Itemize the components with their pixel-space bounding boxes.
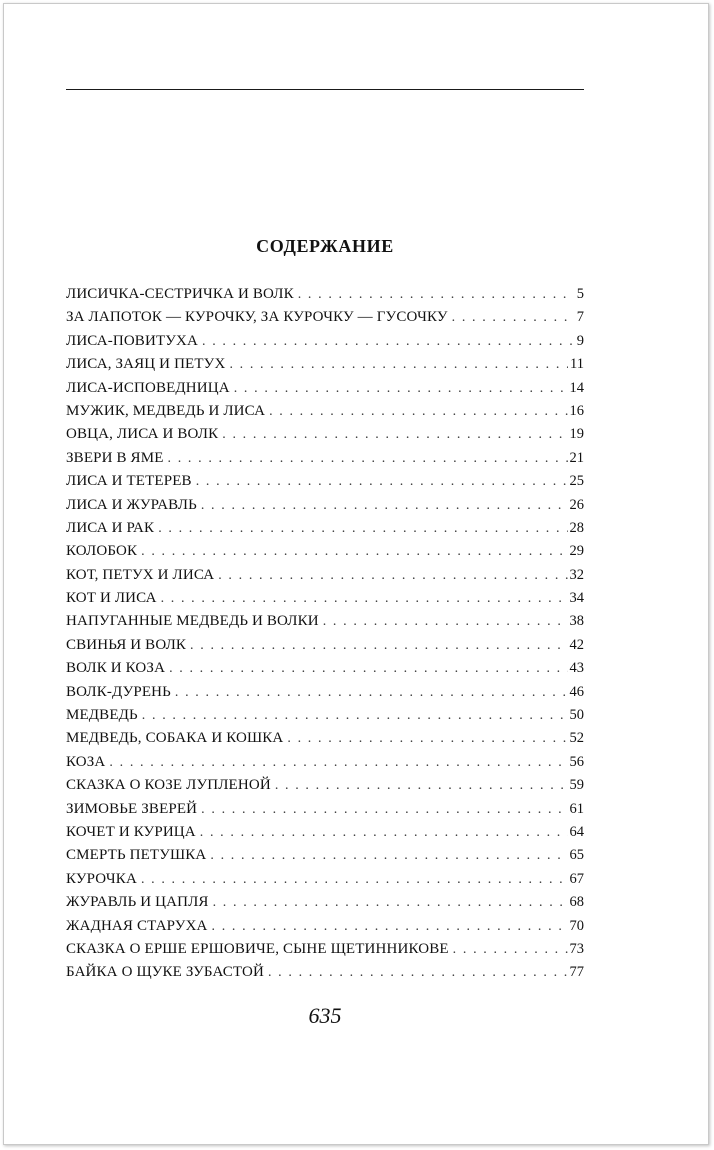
- toc-entry-page: 65: [569, 847, 584, 864]
- toc-entry[interactable]: [66, 306, 584, 329]
- toc-dot-leader: [298, 283, 572, 306]
- toc-entry[interactable]: [66, 891, 584, 914]
- toc-entry-page: 73: [569, 940, 584, 957]
- toc-entry[interactable]: [66, 634, 584, 657]
- toc-entry-title: СМЕРТЬ ПЕТУШКА: [66, 847, 207, 864]
- toc-entry-page: 50: [569, 707, 584, 724]
- toc-entry-page: 9: [576, 332, 584, 349]
- toc-entry-title: МЕДВЕДЬ, СОБАКА И КОШКА: [66, 730, 284, 747]
- toc-entry-page: 28: [569, 519, 584, 536]
- toc-entry-page: 16: [569, 402, 584, 419]
- toc-entry[interactable]: [66, 564, 584, 587]
- toc-entry-title: ОВЦА, ЛИСА И ВОЛК: [66, 426, 219, 443]
- toc-entry-title: КУРОЧКА: [66, 870, 137, 887]
- toc-entry-page: 21: [569, 449, 584, 466]
- toc-entry-page: 77: [569, 964, 584, 981]
- toc-entry[interactable]: [66, 587, 584, 610]
- toc-entry[interactable]: [66, 657, 584, 680]
- toc-entry[interactable]: [66, 704, 584, 727]
- toc-dot-leader: [210, 844, 567, 867]
- toc-entry-title: КОТ И ЛИСА: [66, 590, 157, 607]
- toc-dot-leader: [202, 330, 572, 353]
- toc-entry-page: 43: [569, 660, 584, 677]
- toc-entry-title: ЛИСА-ПОВИТУХА: [66, 332, 198, 349]
- toc-entry[interactable]: [66, 494, 584, 517]
- toc-entry-title: ЛИСА-ИСПОВЕДНИЦА: [66, 379, 230, 396]
- toc-entry-title: МЕДВЕДЬ: [66, 707, 138, 724]
- toc-entry[interactable]: [66, 400, 584, 423]
- toc-entry-title: ЗВЕРИ В ЯМЕ: [66, 449, 164, 466]
- toc-entry-title: СКАЗКА О КОЗЕ ЛУПЛЕНОЙ: [66, 777, 271, 794]
- toc-entry-title: ВОЛК И КОЗА: [66, 660, 166, 677]
- toc-dot-leader: [201, 798, 567, 821]
- toc-dot-leader: [323, 610, 568, 633]
- toc-entry-page: 56: [569, 753, 584, 770]
- toc-entry[interactable]: [66, 868, 584, 891]
- toc-entry[interactable]: [66, 961, 584, 984]
- toc-dot-leader: [234, 377, 568, 400]
- toc-dot-leader: [175, 681, 568, 704]
- toc-dot-leader: [275, 774, 568, 797]
- toc-entry-title: ЛИСА И ТЕТЕРЕВ: [66, 473, 192, 490]
- toc-entry-title: ЖУРАВЛЬ И ЦАПЛЯ: [66, 894, 209, 911]
- toc-entry-page: 46: [569, 683, 584, 700]
- toc-entry[interactable]: [66, 938, 584, 961]
- toc-entry[interactable]: [66, 423, 584, 446]
- toc-entry-title: КОЗА: [66, 753, 106, 770]
- toc-entry-title: КОТ, ПЕТУХ И ЛИСА: [66, 566, 215, 583]
- toc-entry-page: 52: [569, 730, 584, 747]
- toc-entry-page: 11: [570, 356, 584, 373]
- toc-dot-leader: [269, 400, 567, 423]
- toc-dot-leader: [229, 353, 568, 376]
- toc-entry-page: 29: [569, 543, 584, 560]
- toc-entry[interactable]: [66, 844, 584, 867]
- toc-dot-leader: [196, 470, 568, 493]
- toc-list: [66, 283, 584, 985]
- toc-entry-page: 32: [569, 566, 584, 583]
- toc-dot-leader: [200, 821, 568, 844]
- header-rule: [66, 89, 584, 90]
- toc-dot-leader: [452, 306, 572, 329]
- toc-entry[interactable]: [66, 727, 584, 750]
- toc-entry[interactable]: [66, 751, 584, 774]
- toc-entry-page: 26: [569, 496, 584, 513]
- toc-entry-title: КОЧЕТ И КУРИЦА: [66, 823, 196, 840]
- toc-entry-title: БАЙКА О ЩУКЕ ЗУБАСТОЙ: [66, 964, 264, 981]
- toc-entry-page: 7: [576, 309, 584, 326]
- toc-dot-leader: [141, 540, 567, 563]
- toc-entry[interactable]: [66, 821, 584, 844]
- toc-entry-page: 25: [569, 473, 584, 490]
- toc-dot-leader: [168, 447, 568, 470]
- toc-entry[interactable]: [66, 610, 584, 633]
- toc-entry-title: КОЛОБОК: [66, 543, 138, 560]
- toc-entry[interactable]: [66, 330, 584, 353]
- toc-dot-leader: [287, 727, 567, 750]
- toc-dot-leader: [142, 704, 568, 727]
- toc-entry-title: МУЖИК, МЕДВЕДЬ И ЛИСА: [66, 402, 266, 419]
- toc-entry[interactable]: [66, 774, 584, 797]
- toc-entry[interactable]: [66, 353, 584, 376]
- toc-entry-title: СВИНЬЯ И ВОЛК: [66, 636, 187, 653]
- toc-entry-title: ЖАДНАЯ СТАРУХА: [66, 917, 208, 934]
- toc-entry[interactable]: [66, 377, 584, 400]
- toc-entry-title: ЛИСА И ЖУРАВЛЬ: [66, 496, 197, 513]
- toc-dot-leader: [109, 751, 567, 774]
- toc-entry-page: 68: [569, 894, 584, 911]
- toc-entry-page: 5: [576, 286, 584, 302]
- toc-entry[interactable]: [66, 798, 584, 821]
- toc-entry-page: 34: [569, 590, 584, 607]
- toc-entry-page: 59: [569, 777, 584, 794]
- toc-entry[interactable]: [66, 283, 584, 306]
- toc-dot-leader: [222, 423, 567, 446]
- toc-entry-title: ЛИСИЧКА-СЕСТРИЧКА И ВОЛК: [66, 286, 294, 302]
- toc-entry-page: 67: [569, 870, 584, 887]
- toc-entry-page: 42: [569, 636, 584, 653]
- toc-dot-leader: [161, 587, 568, 610]
- toc-entry-title: ЛИСА И РАК: [66, 519, 155, 536]
- toc-dot-leader: [158, 517, 567, 540]
- toc-dot-leader: [201, 494, 568, 517]
- page-number: 635: [308, 1003, 342, 1028]
- toc-dot-leader: [213, 891, 568, 914]
- toc-entry[interactable]: [66, 540, 584, 563]
- toc-entry-page: 19: [569, 426, 584, 443]
- toc-entry-page: 61: [569, 800, 584, 817]
- toc-dot-leader: [190, 634, 567, 657]
- toc-entry-title: НАПУГАННЫЕ МЕДВЕДЬ И ВОЛКИ: [66, 613, 319, 630]
- toc-entry-page: 38: [569, 613, 584, 630]
- toc-entry-title: СКАЗКА О ЕРШЕ ЕРШОВИЧЕ, СЫНЕ ЩЕТИННИКОВЕ: [66, 940, 449, 957]
- toc-entry-title: ВОЛК-ДУРЕНЬ: [66, 683, 171, 700]
- toc-entry-title: ЛИСА, ЗАЯЦ И ПЕТУХ: [66, 356, 226, 373]
- toc-dot-leader: [453, 938, 568, 961]
- toc-entry[interactable]: [66, 470, 584, 493]
- toc-dot-leader: [169, 657, 567, 680]
- toc-entry[interactable]: [66, 681, 584, 704]
- toc-entry[interactable]: [66, 915, 584, 938]
- toc-dot-leader: [212, 915, 568, 938]
- toc-dot-leader: [141, 868, 568, 891]
- toc-entry-page: 70: [569, 917, 584, 934]
- toc-entry-page: 64: [569, 823, 584, 840]
- toc-entry[interactable]: [66, 517, 584, 540]
- toc-entry-title: ЗИМОВЬЕ ЗВЕРЕЙ: [66, 800, 198, 817]
- toc-entry[interactable]: [66, 447, 584, 470]
- toc-heading: СОДЕРЖАНИЕ: [256, 236, 394, 256]
- toc-entry-title: ЗА ЛАПОТОК — КУРОЧКУ, ЗА КУРОЧКУ — ГУСОЧКУ: [66, 309, 448, 326]
- toc-entry-page: 14: [569, 379, 584, 396]
- toc-dot-leader: [218, 564, 567, 587]
- toc-dot-leader: [268, 961, 568, 984]
